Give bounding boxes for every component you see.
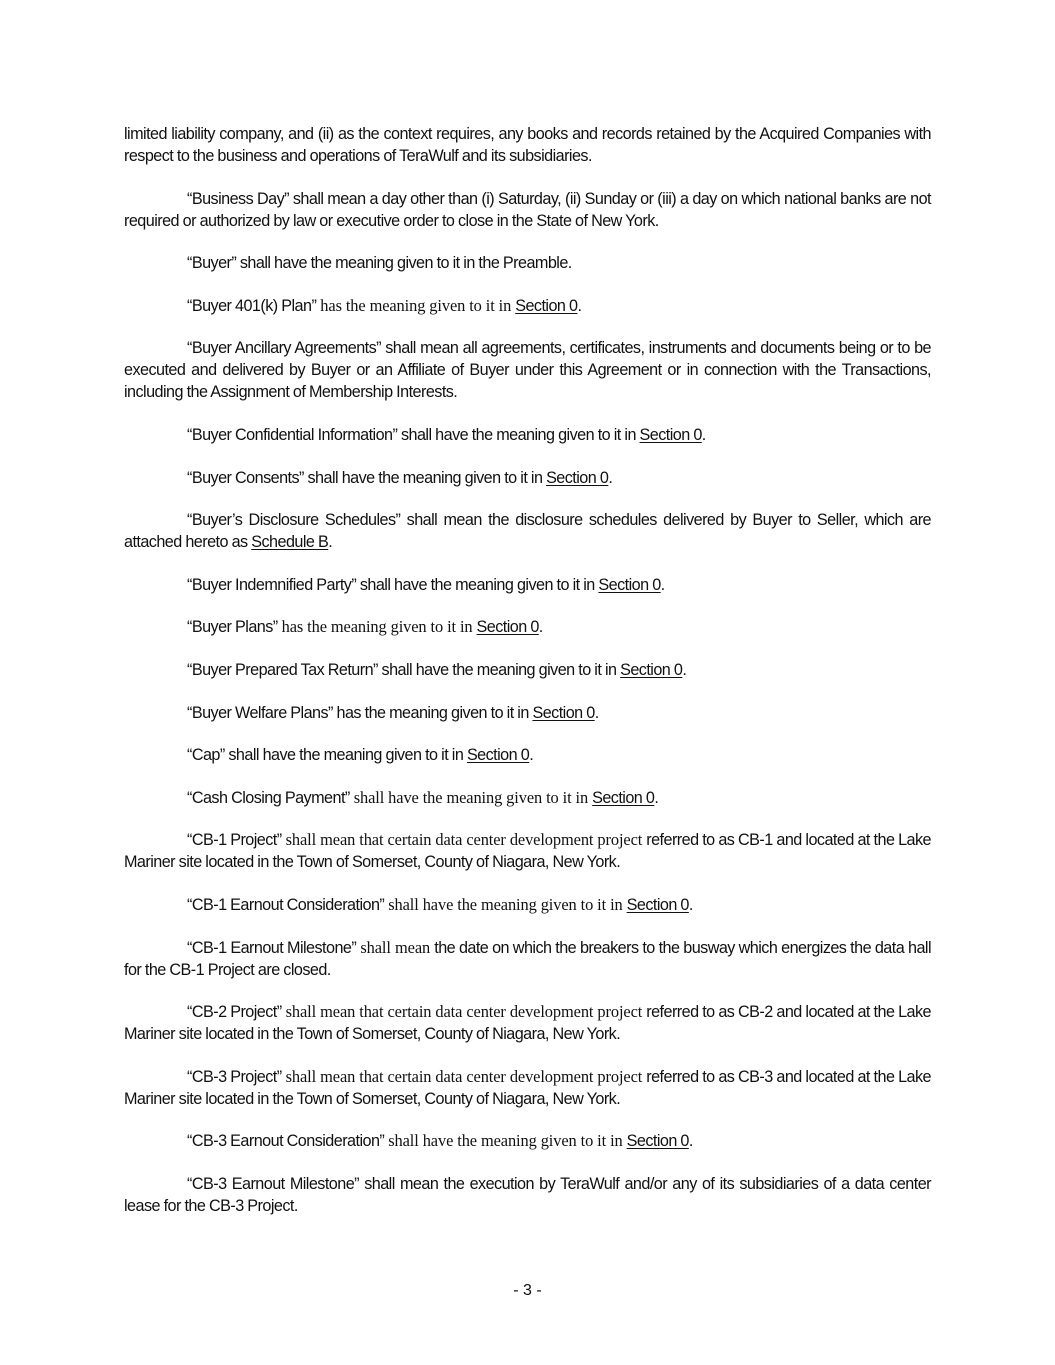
definition-paragraph xyxy=(124,659,931,681)
text-run: limited liability company, and (ii) as the context requires, any books and records retained by the Acquired Companies with respect to the business and operations of TeraWulf and its subsidiaries. xyxy=(124,125,931,165)
definition-paragraph xyxy=(124,509,931,553)
text-run: “Buyer Ancillary Agreements” shall mean all agreements, certificates, instruments and documents being or to be executed and delivered by Buyer or an Affiliate of Buyer under this Agreement or in connection with the Transactions, including the Assignment of Membership Interests. xyxy=(124,339,931,402)
definition-paragraph xyxy=(124,574,931,596)
definition-paragraph xyxy=(124,744,931,766)
cross-reference-link[interactable]: Section 0 xyxy=(626,1132,689,1151)
text-run: “CB-3 Earnout Consideration” xyxy=(187,1132,385,1151)
cross-reference-link[interactable]: Section 0 xyxy=(515,296,578,315)
text-run: “CB-3 Earnout Milestone” shall mean the execution by TeraWulf and/or any of its subsidiaries of a data center lease for the CB-3 Project. xyxy=(124,1174,931,1215)
definition-paragraph xyxy=(124,702,931,724)
text-run: . xyxy=(608,468,613,487)
cross-reference-link[interactable]: Section 0 xyxy=(532,703,595,722)
cross-reference-link[interactable]: Section 0 xyxy=(598,575,661,594)
text-run: “Buyer 401(k) Plan” xyxy=(187,296,317,315)
text-run: . xyxy=(688,895,693,914)
cross-reference-link[interactable]: Section 0 xyxy=(476,618,539,637)
definition-paragraph xyxy=(124,1001,931,1045)
text-run: referred to as CB-2 and located at the Lake Mariner site located in the Town of Somerset, County of Niagara, New York. xyxy=(124,1003,931,1044)
text-run: . xyxy=(538,618,543,637)
definition-paragraph xyxy=(124,1066,931,1110)
definition-paragraph xyxy=(124,1173,931,1217)
definition-paragraph xyxy=(124,787,931,809)
definition-paragraph xyxy=(124,337,931,403)
text-run: . xyxy=(654,788,659,807)
text-run: shall mean that certain data center development project xyxy=(281,830,647,850)
text-run: . xyxy=(682,660,687,679)
text-run: . xyxy=(660,575,665,594)
text-run: “CB-2 Project” xyxy=(187,1003,282,1022)
definition-paragraph xyxy=(124,937,931,981)
definition-paragraph xyxy=(124,829,931,873)
page-number: - 3 - xyxy=(513,1282,542,1299)
text-run: has the meaning given to it in xyxy=(316,295,516,315)
definition-paragraph xyxy=(124,252,931,274)
text-run: . xyxy=(529,746,534,765)
text-run: “Buyer Prepared Tax Return” shall have the meaning given to it in xyxy=(187,660,621,679)
document-body xyxy=(124,123,931,1237)
text-run: “Buyer’s Disclosure Schedules” shall mean the disclosure schedules delivered by Buyer to Seller, which are attached hereto as xyxy=(124,511,931,552)
text-run: “Cash Closing Payment” xyxy=(187,788,350,807)
text-run: “Buyer Consents” shall have the meaning given to it in xyxy=(187,468,547,487)
text-run: shall mean that certain data center development project xyxy=(281,1002,647,1022)
text-run: shall have the meaning given to it in xyxy=(384,894,627,914)
cross-reference-link[interactable]: Section 0 xyxy=(546,468,609,487)
definition-paragraph xyxy=(124,424,931,446)
text-run: referred to as CB-1 and located at the Lake Mariner site located in the Town of Somerset, County of Niagara, New York. xyxy=(124,831,931,872)
text-run: has the meaning given to it in xyxy=(277,617,477,637)
text-run: referred to as CB-3 and located at the Lake Mariner site located in the Town of Somerset, County of Niagara, New York. xyxy=(124,1067,931,1108)
text-run: . xyxy=(688,1132,693,1151)
text-run: shall have the meaning given to it in xyxy=(384,1131,627,1151)
definition-paragraph xyxy=(124,894,931,916)
text-run: “Buyer Indemnified Party” shall have the meaning given to it in xyxy=(187,575,599,594)
text-run: the date on which the breakers to the busway which energizes the data hall for the CB-1 Project are closed. xyxy=(124,938,931,979)
cross-reference-link[interactable]: Section 0 xyxy=(620,660,683,679)
definition-paragraph xyxy=(124,616,931,638)
text-run: “Business Day” shall mean a day other than (i) Saturday, (ii) Sunday or (iii) a day on which national banks are not required or authorized by law or executive order to close in the State of New York. xyxy=(124,189,931,230)
text-run: . xyxy=(577,296,582,315)
text-run: “Buyer Plans” xyxy=(187,618,278,637)
text-run: shall have the meaning given to it in xyxy=(349,787,593,807)
text-run: “CB-1 Earnout Consideration” xyxy=(187,895,385,914)
text-run: “CB-1 Project” xyxy=(187,831,282,850)
text-run: . xyxy=(701,425,706,444)
cross-reference-link[interactable]: Section 0 xyxy=(626,895,689,914)
text-run: “CB-1 Earnout Milestone” xyxy=(187,938,357,957)
definition-paragraph xyxy=(124,1130,931,1152)
cross-reference-link[interactable]: Section 0 xyxy=(592,788,655,807)
text-run: “Buyer Welfare Plans” has the meaning given to it in xyxy=(187,703,533,722)
text-run: shall mean that certain data center development project xyxy=(281,1066,647,1086)
definition-paragraph xyxy=(124,295,931,317)
text-run: “Cap” shall have the meaning given to it in xyxy=(187,746,467,765)
text-run: . xyxy=(328,533,333,552)
text-run: “CB-3 Project” xyxy=(187,1067,282,1086)
text-run: “Buyer Confidential Information” shall have the meaning given to it in xyxy=(187,425,640,444)
cross-reference-link[interactable]: Schedule B xyxy=(251,533,329,552)
definition-paragraph xyxy=(124,123,931,167)
definition-paragraph xyxy=(124,467,931,489)
text-run: “Buyer” shall have the meaning given to it in the Preamble. xyxy=(187,254,572,273)
text-run: . xyxy=(594,703,599,722)
cross-reference-link[interactable]: Section 0 xyxy=(466,746,530,765)
text-run: shall mean xyxy=(356,937,435,957)
definition-paragraph xyxy=(124,188,931,232)
cross-reference-link[interactable]: Section 0 xyxy=(639,425,702,444)
